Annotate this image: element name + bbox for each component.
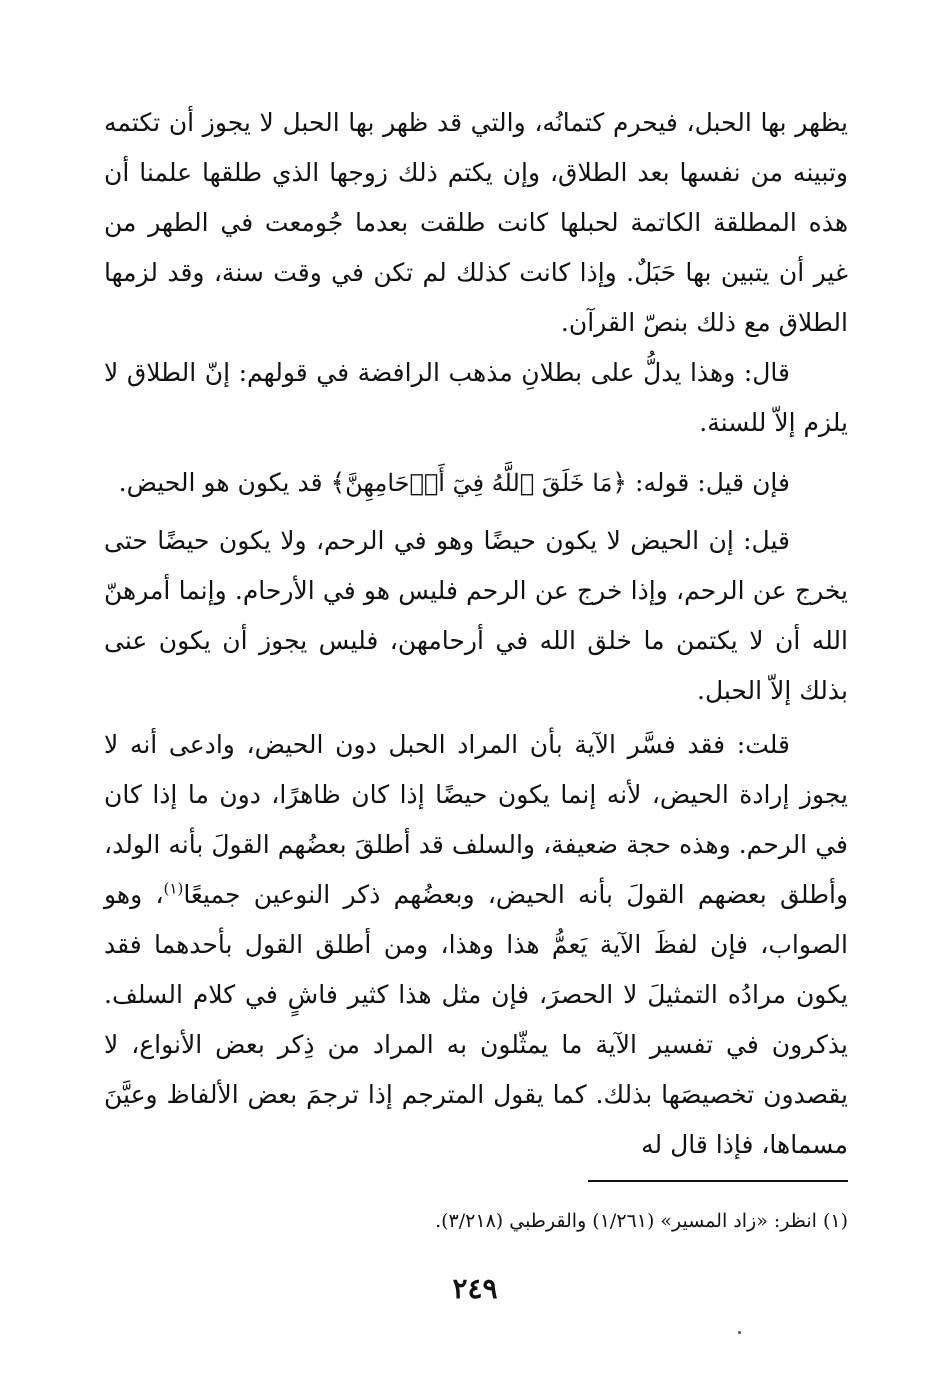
paragraph-qila: قيل: إن الحيض لا يكون حيضًا وهو في الرحم، ولا يكون حيضًا حتى يخرج عن الرحم، وإذا خرج عن الرحم فليس هو في الأرحام. وإنما أمرهنّ الله أن لا يكتمن ما خلق الله في أرحامهن، فليس يجوز أن يكون عنى بذلك إلاّ الحبل. <box>104 526 848 705</box>
scan-speck <box>738 1331 741 1334</box>
paragraph-continuation: يظهر بها الحبل، فيحرم كتمانُه، والتي قد ظهر بها الحبل لا يجوز أن تكتمه وتبينه من نفسها بعد الطلاق، وإن يكتم ذلك زوجها الذي طلقها علمنا أن هذه المطلقة الكاتمة لحبلها كانت طلقت بعدما جُومعت في الطهر من غير أن يتبين بها حَبَلٌ. وإذا كانت كذلك لم تكن في وقت سنة، وقد لزمها الطلاق مع ذلك بنصّ القرآن. <box>104 108 848 337</box>
paragraph-qala: قال: وهذا يدلُّ على بطلانِ مذهب الرافضة في قولهم: إنّ الطلاق لا يلزم إلاّ للسنة. <box>104 358 848 437</box>
footnote-separator <box>588 1180 848 1182</box>
p3-tail-text: ﴾ قد يكون هو الحيض. <box>118 468 346 497</box>
footnote-text: (١) انظر: «زاد المسير» (١/٢٦١) والقرطبي (٣/٢١٨). <box>435 1210 848 1232</box>
p5-tail-text: ، وهو الصواب، فإن لفظَ الآية يَعمُّ هذا وهذا، ومن أطلق القول بأحدهما فقد يكون مرادُه التمثيلَ لا الحصرَ، فإن مثل هذا كثير فاشٍ في كلام السلف. يذكرون في تفسير الآية ما يمثّلون به المراد من ذِكر بعض الأنواع، لا يقصدون تخصيصَها بذلك. كما يقول المترجم إذا ترجمَ بعض الألفاظ وعيَّنَ مسماها، فإذا قال له <box>104 880 848 1159</box>
paragraph-qultu <box>104 720 848 1170</box>
p5-lead-text: قلت: فقد فسَّر الآية بأن المراد الحبل دون الحيض، وادعى أنه لا يجوز إرادة الحيض، لأنه إنما يكون حيضًا إذا كان ظاهرًا، دون ما إذا كان في الرحم. وهذه حجة ضعيفة، والسلف قد أطلقَ بعضُهم القولَ بأنه الولد، وأطلق بعضهم القولَ بأنه الحيض، وبعضُهم ذكر النوعين جميعًا <box>104 730 849 909</box>
paragraph-in-qila <box>104 458 848 508</box>
p3-lead-text: فإن قيل: قوله: ﴿ <box>612 468 790 497</box>
page-number: ٢٤٩ <box>452 1272 498 1305</box>
quran-verse: مَا خَلَقَ ٱللَّهُ فِيٓ أَرۡحَامِهِنَّ <box>345 469 613 497</box>
footnote-reference[interactable]: (١) <box>163 879 184 898</box>
